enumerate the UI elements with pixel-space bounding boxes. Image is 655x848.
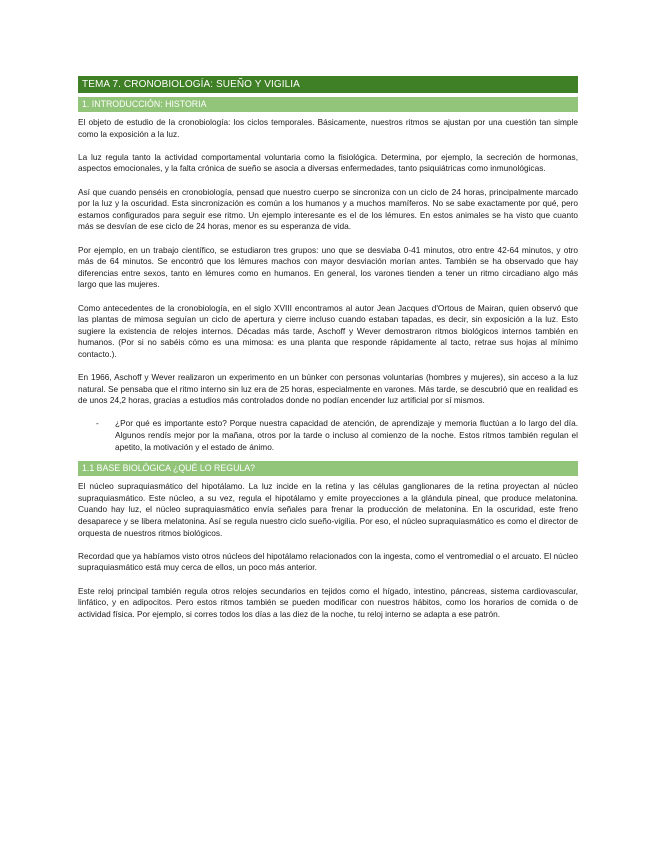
section-heading-introduccion: 1. INTRODUCCIÓN: HISTORIA	[78, 97, 578, 112]
paragraph: Por ejemplo, en un trabajo científico, se estudiaron tres grupos: uno que se desviaba 0-41 minutos, otro entre 42-64 minutos, y otro más de 64 minutos. Se encontró que los lémures machos con mayor desviación morían antes. También se ha observado que hay diferencias entre sexos, tanto en lémures como en humanos. En general, los varones tienden a tener un ritmo circadiano algo más largo que las mujeres.	[78, 244, 578, 290]
paragraph: La luz regula tanto la actividad comportamental voluntaria como la fisiológica. Determina, por ejemplo, la secreción de hormonas, aspectos emocionales, y la falta crónica de sueño se asocia a diversas enfermedades, tanto psiquiátricas como inmunológicas.	[78, 151, 578, 174]
paragraph: Así que cuando penséis en cronobiología, pensad que nuestro cuerpo se sincroniza con un ciclo de 24 horas, principalmente marcado por la luz y la oscuridad. Esta sincronización es común a los humanos y a muchos mamíferos. No se sabe exactamente por qué, pero estamos configurados para seguir ese ritmo. Un ejemplo interesante es el de los lémures. En estos animales se ha visto que cuanto más se desvían de ese ciclo de 24 horas, menor es su esperanza de vida.	[78, 186, 578, 232]
paragraph: El objeto de estudio de la cronobiología: los ciclos temporales. Básicamente, nuestros ritmos se ajustan por una cuestión tan simple como la exposición a la luz.	[78, 117, 578, 139]
paragraph: El núcleo supraquiasmático del hipotálamo. La luz incide en la retina y las células ganglionares de la retina proyectan al núcleo supraquiasmático. Este núcleo, a su vez, regula el hipotálamo y emite proyecciones a la glándula pineal, que produce melatonina. Cuando hay luz, el núcleo supraquiasmático envía señales para frenar la producción de melatonina. En la oscuridad, este freno desaparece y se libera melatonina. Así se regula nuestro ciclo sueño-vigilia. Por eso, el núcleo supraquiasmático es como el director de orquesta de nuestros ritmos biológicos.	[78, 481, 578, 538]
bullet-marker: -	[96, 418, 99, 429]
paragraph: Este reloj principal también regula otros relojes secundarios en tejidos como el hígado, intestino, páncreas, sistema cardiovascular, linfático, y en adipocitos. Pero estos ritmos también se pueden modificar con nuestros hábitos, como los horarios de comida o de actividad física. Por ejemplo, si corres todos los días a las diez de la noche, tu reloj interno se adapta a ese patrón.	[78, 585, 578, 619]
document-page	[78, 76, 578, 620]
section-heading-base-biologica: 1.1 BASE BIOLÓGICA ¿QUÉ LO REGULA?	[78, 461, 578, 476]
bullet-text: ¿Por qué es importante esto? Porque nuestra capacidad de atención, de aprendizaje y memoria fluctúan a lo largo del día. Algunos rendís mejor por la mañana, otros por la tarde o incluso al comienzo de la noche. Estos ritmos también regulan el apetito, la motivación y el estado de ánimo.	[115, 418, 578, 452]
paragraph: Recordad que ya habíamos visto otros núcleos del hipotálamo relacionados con la ingesta, como el ventromedial o el arcuato. El núcleo supraquiasmático está muy cerca de ellos, un poco más anterior.	[78, 550, 578, 573]
paragraph: Como antecedentes de la cronobiología, en el siglo XVIII encontramos al autor Jean Jacques d'Ortous de Mairan, quien observó que las plantas de mimosa seguían un ciclo de apertura y cierre incluso cuando estaban tapadas, es decir, sin exposición a la luz. Esto sugiere la existencia de relojes internos. Décadas más tarde, Aschoff y Wever demostraron ritmos biológicos internos también en humanos. (Por si no sabéis cómo es una mimosa: es una planta que responde rápidamente al tacto, retrae sus hojas al mínimo contacto.).	[78, 302, 578, 359]
paragraph: En 1966, Aschoff y Wever realizaron un experimento en un búnker con personas voluntarias (hombres y mujeres), sin acceso a la luz natural. Se pensaba que el ritmo interno sin luz era de 25 horas, especialmente en varones. Más tarde, se descubrió que en realidad es de unos 24,2 horas, gracias a estudios más controlados donde no podían encender luz artificial por sí mismos.	[78, 372, 578, 406]
document-title: TEMA 7. CRONOBIOLOGÍA: SUEÑO Y VIGILIA	[78, 76, 578, 93]
bullet-item	[96, 418, 578, 453]
